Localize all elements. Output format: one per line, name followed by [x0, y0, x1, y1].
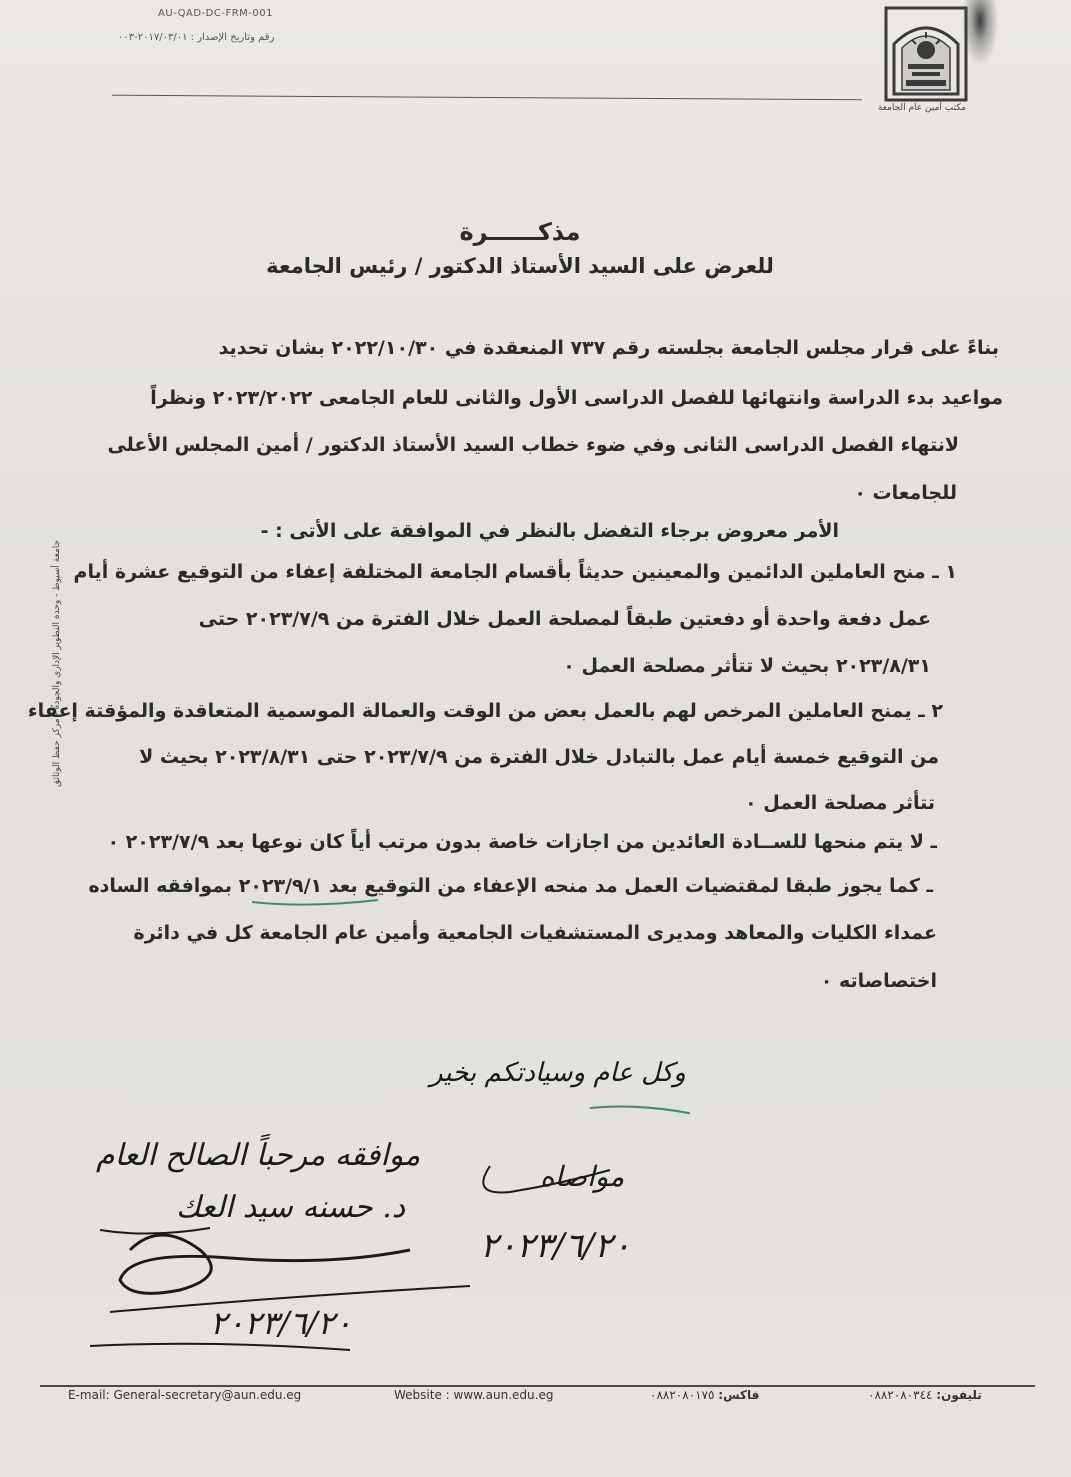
memo-recipient: للعرض على السيد الأستاذ الدكتور / رئيس الجامعة [266, 254, 774, 278]
university-logo-icon [884, 6, 968, 102]
body-line: بناءً على قرار مجلس الجامعة بجلسته رقم ٧٣٧ المنعقدة في ٢٠٢٢/١٠/٣٠ بشان تحديد [218, 337, 999, 359]
body-line: مواعيد بدء الدراسة وانتهائها للفصل الدراسى الأول والثانى للعام الجامعى ٢٠٢٣/٢٠٢٢ ونظراً [150, 387, 1003, 409]
header-divider [112, 95, 862, 101]
form-code: AU-QAD-DC-FRM-001 [158, 8, 273, 19]
body-line: من التوقيع خمسة أيام عمل بالتبادل خلال الفترة من ٢٠٢٣/٧/٩ حتى ٢٠٢٣/٨/٣١ بحيث لا [139, 746, 939, 768]
body-line: ٢٠٢٣/٨/٣١ بحيث لا تتأثر مصلحة العمل ٠ [563, 655, 931, 677]
handwritten-closing: وكل عام وسيادتكم بخير [430, 1058, 686, 1088]
handwritten-approval-left-1: موافقه مرحباً الصالح العام [96, 1138, 421, 1173]
body-line: ١ ـ منح العاملين الدائمين والمعينين حديثاً بأقسام الجامعة المختلفة إعفاء من التوقيع عشرة أيام [73, 561, 957, 583]
handwritten-approval-right: مواصاه [540, 1160, 625, 1193]
handwritten-date-left: ٢٠٢٣/٦/٢٠ [210, 1304, 352, 1342]
body-line: لانتهاء الفصل الدراسى الثانى وفي ضوء خطاب السيد الأستاذ الدكتور / أمين المجلس الأعلى [107, 434, 959, 456]
handwritten-approval-left-2: د. حسنه سيد العك [176, 1190, 406, 1225]
body-line: عمداء الكليات والمعاهد ومديرى المستشفيات الجامعية وأمين عام الجامعة كل في دائرة [133, 922, 937, 944]
phone-number: ٠٨٨٢٠٨٠٣٤٤ [868, 1388, 933, 1402]
fax-label: فاكس: [718, 1388, 760, 1402]
fax-number: ٠٨٨٢٠٨٠١٧٥ [650, 1388, 715, 1402]
memo-title: مذكــــــرة [459, 218, 581, 246]
body-line: اختصاصاته ٠ [820, 970, 937, 992]
footer-email: E-mail: General-secretary@aun.edu.eg [68, 1388, 302, 1402]
body-line: ٢ ـ يمنح العاملين المرخص لهم بالعمل بعض من الوقت والعمالة الموسمية المتعاقدة والمؤقتة إعفاء [27, 700, 943, 722]
handwritten-date-right: ٢٠٢٣/٦/٢٠ [480, 1226, 631, 1266]
body-line: تتأثر مصلحة العمل ٠ [745, 792, 935, 814]
body-line: عمل دفعة واحدة أو دفعتين طبقاً لمصلحة العمل خلال الفترة من ٢٠٢٣/٧/٩ حتى [198, 608, 931, 630]
office-name: مكتب أمين عام الجامعة [877, 103, 967, 113]
handwritten-underline [250, 892, 380, 914]
phone-label: تليفون: [936, 1388, 982, 1402]
footer-phone [868, 1388, 982, 1402]
footer-website: Website : www.aun.edu.eg [394, 1388, 554, 1402]
body-line: ـ لا يتم منحها للســادة العائدين من اجازات خاصة بدون مرتب أياً كان نوعها بعد ٢٠٢٣/٧/٩ ٠ [107, 831, 937, 853]
body-line: ـ كما يجوز طبقا لمقتضيات العمل مد منحه الإعفاء من التوقيع بعد ٢٠٢٣/٩/١ بموافقه الساده [88, 875, 933, 897]
body-line: الأمر معروض برجاء التفضل بالنظر في الموافقة على الأتى : - [260, 520, 839, 542]
footer-fax [650, 1388, 759, 1402]
body-line: للجامعات ٠ [854, 482, 957, 504]
issue-number-date: رقم وتاريخ الإصدار : ٢٠١٧/٠٣/٠١-٠٠٣ [118, 32, 275, 43]
footer-divider [40, 1385, 1035, 1387]
archive-stamp-note: جامعة أسيوط - وحدة التطوير الإداري والجودة - مركز حفظ الوثائق [52, 540, 62, 788]
